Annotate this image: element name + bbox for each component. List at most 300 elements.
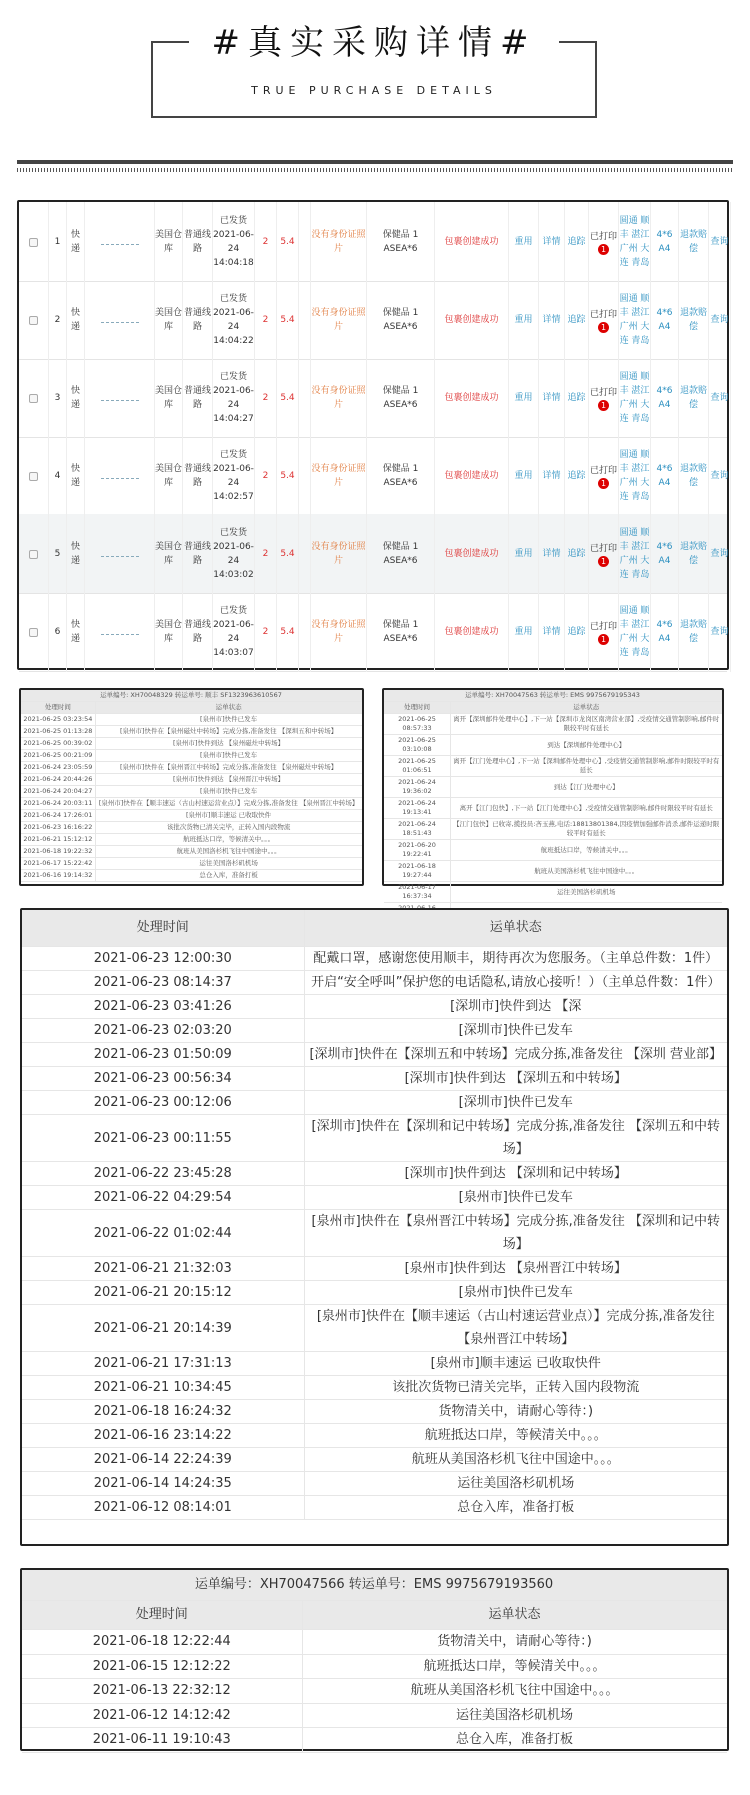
weight: 5.4	[277, 280, 299, 360]
courier-list[interactable]: 圆通 顺丰 湛江 广州 大连 青岛	[619, 358, 651, 438]
row-time: 2021-06-18 12:22:44	[22, 1630, 302, 1655]
tracking-caption: 运单编号：XH70047566 转运单号：EMS 9975679193560	[22, 1570, 727, 1601]
row-time: 2021-06-23 00:56:34	[22, 1067, 304, 1091]
row-time: 2021-06-14 14:24:35	[22, 1472, 304, 1496]
row-time: 2021-06-22 01:02:44	[22, 1210, 304, 1257]
row-time: 2021-06-21 20:15:12	[22, 1281, 304, 1305]
row-number: 5	[49, 514, 67, 594]
masked-text	[101, 629, 139, 635]
refund-link[interactable]: 退款赔偿	[679, 592, 709, 672]
col-status: 运单状态	[450, 702, 721, 714]
checkbox[interactable]	[29, 628, 38, 637]
row-time: 2021-06-16 19:14:32	[21, 870, 95, 882]
col-time: 处理时间	[22, 1601, 302, 1630]
masked-text	[101, 473, 139, 479]
refund-link[interactable]: 退款赔偿	[679, 358, 709, 438]
row-time: 2021-06-23 03:41:26	[22, 995, 304, 1019]
row-number: 6	[49, 592, 67, 672]
row-time: 2021-06-24 20:03:11	[21, 798, 95, 810]
dotted-divider	[17, 168, 733, 172]
tracking-caption: 运单编号: XH70047563 转运单号: EMS 9975679195343	[384, 690, 722, 702]
weight: 5.4	[277, 358, 299, 438]
row-status: [泉州市]快件在【泉州晋江中转场】完成分拣,准备发往 【泉州磁灶中转场】	[95, 762, 361, 774]
row-number: 2	[49, 280, 67, 360]
track-link[interactable]: 追踪	[565, 514, 589, 594]
masked-text	[101, 551, 139, 557]
table-row	[22, 995, 727, 1019]
row-time: 2021-06-24 17:26:01	[21, 810, 95, 822]
table-row	[22, 1115, 727, 1162]
row-status: [深圳市]快件到达 【深圳和记中转场】	[304, 1162, 727, 1186]
tracking-number-masked[interactable]	[85, 280, 155, 360]
row-number: 1	[49, 202, 67, 282]
print-count-badge: 1	[598, 634, 609, 645]
table-row	[22, 1630, 727, 1655]
row-status: 航班从美国洛杉机飞往中国途中。。。	[450, 861, 721, 882]
row-time: 2021-06-25 08:57:33	[384, 714, 450, 735]
print-status	[589, 280, 619, 360]
order-row	[19, 436, 727, 516]
detail-link[interactable]: 详情	[539, 280, 565, 360]
flag-mark	[299, 514, 311, 594]
row-status: [泉州市]快件已发车	[304, 1281, 727, 1305]
row-status: [泉州市]快件已发车	[95, 750, 361, 762]
printed-label: 已打印	[589, 543, 617, 554]
printed-label: 已打印	[589, 621, 617, 632]
section-title: #真实采购详情#	[211, 23, 537, 63]
ship-date: 已发货 2021-06-24 14:04:18	[213, 202, 255, 282]
table-row	[21, 750, 362, 762]
row-checkbox[interactable]	[19, 358, 49, 438]
row-status: 该批次货物已清关完毕，正转入国内段物流	[95, 822, 361, 834]
row-status: [泉州市]快件到达 【泉州晋江中转场】	[95, 774, 361, 786]
print-status	[589, 202, 619, 282]
label-size[interactable]: 4*6 A4	[651, 436, 679, 516]
table-row	[22, 1496, 727, 1520]
query-link[interactable]: 查询	[709, 592, 731, 672]
print-count-badge: 1	[598, 322, 609, 333]
detail-link[interactable]: 详情	[539, 592, 565, 672]
label-size[interactable]: 4*6 A4	[651, 592, 679, 672]
courier-list[interactable]: 圆通 顺丰 湛江 广州 大连 青岛	[619, 592, 651, 672]
shipping-type: 快递	[67, 436, 85, 516]
tracking-panel-sf	[19, 688, 364, 886]
table-row	[22, 1679, 727, 1704]
id-warning[interactable]: 没有身份证照片	[311, 280, 367, 360]
product-name: 保健品 1 ASEA*6	[367, 436, 435, 516]
refund-link[interactable]: 退款赔偿	[679, 436, 709, 516]
row-time: 2021-06-24 23:05:59	[21, 762, 95, 774]
row-status: 运往美国洛杉矶机场	[302, 1703, 727, 1728]
flag-mark	[299, 436, 311, 516]
col-status: 运单状态	[95, 702, 361, 714]
ship-date: 已发货 2021-06-24 14:03:02	[213, 514, 255, 594]
row-checkbox[interactable]	[19, 514, 49, 594]
table-row	[22, 1019, 727, 1043]
row-time: 2021-06-12 14:12:42	[22, 1703, 302, 1728]
table-row	[22, 1448, 727, 1472]
shipping-type: 快递	[67, 358, 85, 438]
table-row	[22, 1043, 727, 1067]
detail-link[interactable]: 详情	[539, 436, 565, 516]
row-time: 2021-06-18 16:24:32	[22, 1400, 304, 1424]
track-link[interactable]: 追踪	[565, 202, 589, 282]
row-time: 2021-06-23 00:11:55	[22, 1115, 304, 1162]
warehouse: 美国仓库	[155, 592, 183, 672]
col-time: 处理时间	[22, 910, 304, 947]
row-time: 2021-06-23 16:16:22	[21, 822, 95, 834]
track-link[interactable]: 追踪	[565, 280, 589, 360]
shipping-line: 普通线路	[183, 202, 213, 282]
shipping-type: 快递	[67, 280, 85, 360]
row-status: 【江门包快】已收寄,揽投员:吝玉燕,电话:18813801384,因疫情加强邮件消杀,邮件运递时限较平时有延长	[450, 819, 721, 840]
print-count-badge: 1	[598, 478, 609, 489]
order-row	[19, 514, 727, 594]
row-status: 航班抵达口岸，等候清关中。。。	[304, 1424, 727, 1448]
table-row	[22, 1703, 727, 1728]
ship-date: 已发货 2021-06-24 14:04:27	[213, 358, 255, 438]
table-row	[21, 870, 362, 882]
checkbox[interactable]	[29, 316, 38, 325]
row-status: 运往美国洛杉矶机场	[304, 1472, 727, 1496]
track-link[interactable]: 追踪	[565, 592, 589, 672]
warehouse: 美国仓库	[155, 280, 183, 360]
product-name: 保健品 1 ASEA*6	[367, 358, 435, 438]
checkbox[interactable]	[29, 238, 38, 247]
tracking-number-masked[interactable]	[85, 436, 155, 516]
query-link[interactable]: 查询	[709, 202, 731, 282]
checkbox[interactable]	[29, 394, 38, 403]
table-row	[21, 714, 362, 726]
row-status: 该批次货物已清关完毕，正转入国内段物流	[304, 1376, 727, 1400]
row-time: 2021-06-22 04:29:54	[22, 1186, 304, 1210]
flag-mark	[299, 202, 311, 282]
warehouse: 美国仓库	[155, 436, 183, 516]
printed-label: 已打印	[589, 309, 617, 320]
print-count-badge: 1	[598, 244, 609, 255]
product-name: 保健品 1 ASEA*6	[367, 514, 435, 594]
table-row	[22, 1186, 727, 1210]
tracking-caption: 运单编号: XH70048329 转运单号: 顺丰 SF1323963610567	[21, 690, 362, 702]
row-time: 2021-06-11 19:10:43	[22, 1728, 302, 1753]
row-time: 2021-06-16 23:14:22	[22, 1424, 304, 1448]
row-time: 2021-06-21 21:32:03	[22, 1257, 304, 1281]
shipping-line: 普通线路	[183, 436, 213, 516]
id-warning[interactable]: 没有身份证照片	[311, 592, 367, 672]
row-time: 2021-06-25 00:21:09	[21, 750, 95, 762]
product-name: 保健品 1 ASEA*6	[367, 592, 435, 672]
weight: 5.4	[277, 436, 299, 516]
row-time: 2021-06-17 16:37:34	[384, 882, 450, 903]
order-row	[19, 280, 727, 360]
query-link[interactable]: 查询	[709, 514, 731, 594]
print-status	[589, 436, 619, 516]
ship-date: 已发货 2021-06-24 14:04:22	[213, 280, 255, 360]
weight: 5.4	[277, 202, 299, 282]
row-time: 2021-06-22 23:45:28	[22, 1162, 304, 1186]
refund-link[interactable]: 退款赔偿	[679, 280, 709, 360]
product-name: 保健品 1 ASEA*6	[367, 202, 435, 282]
table-row	[21, 738, 362, 750]
table-row	[21, 810, 362, 822]
table-row	[384, 714, 722, 735]
checkbox[interactable]	[29, 550, 38, 559]
shipping-line: 普通线路	[183, 514, 213, 594]
row-time: 2021-06-17 15:22:42	[21, 858, 95, 870]
row-status: [泉州市]快件到达 【泉州晋江中转场】	[304, 1257, 727, 1281]
order-row	[19, 202, 727, 282]
row-time: 2021-06-23 01:50:09	[22, 1043, 304, 1067]
row-status: 运往美国洛杉矶机场	[450, 882, 721, 903]
tracking-number-masked[interactable]	[85, 202, 155, 282]
table-row	[21, 786, 362, 798]
table-row	[22, 1728, 727, 1753]
row-status: 配戴口罩，感谢您使用顺丰，期待再次为您服务。（主单总件数：1件）	[304, 947, 727, 971]
table-row	[22, 971, 727, 995]
table-row	[21, 858, 362, 870]
print-count-badge: 1	[598, 556, 609, 567]
track-link[interactable]: 追踪	[565, 358, 589, 438]
col-status: 运单状态	[304, 910, 727, 947]
table-row	[21, 762, 362, 774]
warehouse: 美国仓库	[155, 202, 183, 282]
printed-label: 已打印	[589, 231, 617, 242]
detail-link[interactable]: 详情	[539, 514, 565, 594]
row-status: 航班抵达口岸，等候清关中。。。	[450, 840, 721, 861]
row-time: 2021-06-18 19:27:44	[384, 861, 450, 882]
row-status: [深圳市]快件在【深圳和记中转场】完成分拣,准备发往 【深圳五和中转场】	[304, 1115, 727, 1162]
label-size[interactable]: 4*6 A4	[651, 202, 679, 282]
table-row	[22, 1400, 727, 1424]
table-row	[21, 822, 362, 834]
row-status: [深圳市]快件在【深圳五和中转场】完成分拣,准备发往 【深圳 营业部】	[304, 1043, 727, 1067]
table-row	[22, 1162, 727, 1186]
table-row	[21, 774, 362, 786]
row-status: [泉州市]快件在【泉州晋江中转场】完成分拣,准备发往 【深圳和记中转场】	[304, 1210, 727, 1257]
row-time: 2021-06-24 18:51:43	[384, 819, 450, 840]
row-status: [深圳市]快件已发车	[304, 1091, 727, 1115]
table-row	[22, 1210, 727, 1257]
warehouse: 美国仓库	[155, 514, 183, 594]
table-row	[22, 1305, 727, 1352]
row-time: 2021-06-25 03:10:08	[384, 735, 450, 756]
id-warning[interactable]: 没有身份证照片	[311, 514, 367, 594]
quantity: 2	[255, 202, 277, 282]
row-status: 航班从美国洛杉机飞往中国途中。。。	[95, 846, 361, 858]
print-status	[589, 358, 619, 438]
table-row	[21, 846, 362, 858]
printed-label: 已打印	[589, 387, 617, 398]
reuse-link[interactable]: 重用	[509, 202, 539, 282]
ship-date: 已发货 2021-06-24 14:03:07	[213, 592, 255, 672]
shipping-line: 普通线路	[183, 280, 213, 360]
table-row	[22, 1376, 727, 1400]
row-time: 2021-06-25 01:06:51	[384, 756, 450, 777]
section-subtitle: TRUE PURCHASE DETAILS	[251, 84, 497, 97]
row-time: 2021-06-24 20:44:26	[21, 774, 95, 786]
product-name: 保健品 1 ASEA*6	[367, 280, 435, 360]
reuse-link[interactable]: 重用	[509, 358, 539, 438]
row-status: 开启“安全呼叫”保护您的电话隐私,请放心接听！）（主单总件数：1件）	[304, 971, 727, 995]
table-row	[384, 798, 722, 819]
checkbox[interactable]	[29, 472, 38, 481]
row-status: 航班抵达口岸，等候清关中。。。	[302, 1654, 727, 1679]
row-time: 2021-06-21 20:14:39	[22, 1305, 304, 1352]
masked-text	[101, 239, 139, 245]
row-status: 总仓入库，准备打板	[302, 1728, 727, 1753]
divider	[17, 160, 733, 164]
id-warning[interactable]: 没有身份证照片	[311, 202, 367, 282]
flag-mark	[299, 280, 311, 360]
row-status: [泉州市]顺丰速运 已收取快件	[304, 1352, 727, 1376]
row-time: 2021-06-24 20:04:27	[21, 786, 95, 798]
row-time: 2021-06-23 00:12:06	[22, 1091, 304, 1115]
table-row	[384, 819, 722, 840]
reuse-link[interactable]: 重用	[509, 280, 539, 360]
table-row	[384, 861, 722, 882]
weight: 5.4	[277, 514, 299, 594]
row-checkbox[interactable]	[19, 592, 49, 672]
row-status: [深圳市]快件到达 【深	[304, 995, 727, 1019]
row-status: [泉州市]快件已发车	[95, 786, 361, 798]
reuse-link[interactable]: 重用	[509, 436, 539, 516]
table-row	[22, 1257, 727, 1281]
print-count-badge: 1	[598, 400, 609, 411]
row-status: [泉州市]快件在【顺丰速运（古山村速运营业点）】完成分拣,准备发往 【泉州晋江中转场】	[95, 798, 361, 810]
row-status: 航班从美国洛杉机飞往中国途中。。。	[304, 1448, 727, 1472]
flag-mark	[299, 592, 311, 672]
label-size[interactable]: 4*6 A4	[651, 358, 679, 438]
row-status: 离开【江门包快】,下一站【江门处理中心】,受疫情交通管制影响,邮件时限较平时有延长	[450, 798, 721, 819]
row-status: 航班抵达口岸，等候清关中。。。	[95, 834, 361, 846]
refund-link[interactable]: 退款赔偿	[679, 202, 709, 282]
shipping-line: 普通线路	[183, 358, 213, 438]
row-time: 2021-06-13 22:32:12	[22, 1679, 302, 1704]
table-row	[384, 840, 722, 861]
masked-text	[101, 395, 139, 401]
row-status: 总仓入库，准备打板	[95, 870, 361, 882]
printed-label: 已打印	[589, 465, 617, 476]
track-link[interactable]: 追踪	[565, 436, 589, 516]
row-status: [深圳市]快件已发车	[304, 1019, 727, 1043]
row-status: [泉州市]快件到达 【泉州磁灶中转场】	[95, 738, 361, 750]
row-time: 2021-06-23 02:03:20	[22, 1019, 304, 1043]
quantity: 2	[255, 358, 277, 438]
row-status: 到达【深圳邮件处理中心】	[450, 735, 721, 756]
create-result: 包裹创建成功	[435, 358, 509, 438]
row-time: 2021-06-15 12:12:22	[22, 1654, 302, 1679]
print-status	[589, 514, 619, 594]
row-status: [泉州市]快件已发车	[304, 1186, 727, 1210]
detail-link[interactable]: 详情	[539, 202, 565, 282]
table-row	[21, 834, 362, 846]
order-row	[19, 358, 727, 438]
orders-table	[17, 200, 729, 670]
row-time: 2021-06-12 08:14:01	[22, 1496, 304, 1520]
row-checkbox[interactable]	[19, 280, 49, 360]
reuse-link[interactable]: 重用	[509, 592, 539, 672]
order-row	[19, 592, 727, 672]
query-link[interactable]: 查询	[709, 358, 731, 438]
masked-text	[101, 317, 139, 323]
quantity: 2	[255, 436, 277, 516]
query-link[interactable]: 查询	[709, 436, 731, 516]
courier-list[interactable]: 圆通 顺丰 湛江 广州 大连 青岛	[619, 436, 651, 516]
row-checkbox[interactable]	[19, 436, 49, 516]
row-time: 2021-06-21 10:34:45	[22, 1376, 304, 1400]
warehouse: 美国仓库	[155, 358, 183, 438]
row-time: 2021-06-18 19:22:32	[21, 846, 95, 858]
tracking-table-bottom	[20, 1568, 729, 1751]
row-status: [深圳市]快件到达 【深圳五和中转场】	[304, 1067, 727, 1091]
table-row	[22, 1067, 727, 1091]
quantity: 2	[255, 514, 277, 594]
refund-link[interactable]: 退款赔偿	[679, 514, 709, 594]
row-status: 运往美国洛杉矶机场	[95, 858, 361, 870]
row-time: 2021-06-20 19:22:41	[384, 840, 450, 861]
row-status: [泉州市]顺丰速运 已收取快件	[95, 810, 361, 822]
tracking-number-masked[interactable]	[85, 592, 155, 672]
shipping-type: 快递	[67, 514, 85, 594]
ship-date: 已发货 2021-06-24 14:02:57	[213, 436, 255, 516]
col-time: 处理时间	[384, 702, 450, 714]
row-time: 2021-06-23 08:14:37	[22, 971, 304, 995]
label-size[interactable]: 4*6 A4	[651, 280, 679, 360]
quantity: 2	[255, 592, 277, 672]
flag-mark	[299, 358, 311, 438]
row-time: 2021-06-21 17:31:13	[22, 1352, 304, 1376]
row-status: 航班从美国洛杉机飞往中国途中。。。	[302, 1679, 727, 1704]
id-warning[interactable]: 没有身份证照片	[311, 358, 367, 438]
courier-list[interactable]: 圆通 顺丰 湛江 广州 大连 青岛	[619, 280, 651, 360]
shipping-type: 快递	[67, 202, 85, 282]
row-status: [泉州市]快件已发车	[95, 714, 361, 726]
reuse-link[interactable]: 重用	[509, 514, 539, 594]
table-row	[384, 882, 722, 903]
table-row	[22, 947, 727, 971]
tracking-number-masked[interactable]	[85, 514, 155, 594]
table-row	[22, 1472, 727, 1496]
tracking-number-masked[interactable]	[85, 358, 155, 438]
id-warning[interactable]: 没有身份证照片	[311, 436, 367, 516]
section-header	[151, 23, 597, 118]
shipping-type: 快递	[67, 592, 85, 672]
row-status: [泉州市]快件在【顺丰速运（古山村速运营业点）】完成分拣,准备发往 【泉州晋江中转场】	[304, 1305, 727, 1352]
row-status: 货物清关中，请耐心等待：)	[304, 1400, 727, 1424]
row-status: [泉州市]快件在【泉州磁灶中转场】完成分拣,准备发往 【深圳五和中转场】	[95, 726, 361, 738]
table-row	[21, 726, 362, 738]
query-link[interactable]: 查询	[709, 280, 731, 360]
create-result: 包裹创建成功	[435, 436, 509, 516]
table-row	[22, 1281, 727, 1305]
row-number: 3	[49, 358, 67, 438]
col-status: 运单状态	[302, 1601, 727, 1630]
shipping-line: 普通线路	[183, 592, 213, 672]
detail-link[interactable]: 详情	[539, 358, 565, 438]
table-row	[22, 1091, 727, 1115]
courier-list[interactable]: 圆通 顺丰 湛江 广州 大连 青岛	[619, 514, 651, 594]
row-number: 4	[49, 436, 67, 516]
create-result: 包裹创建成功	[435, 514, 509, 594]
courier-list[interactable]: 圆通 顺丰 湛江 广州 大连 青岛	[619, 202, 651, 282]
label-size[interactable]: 4*6 A4	[651, 514, 679, 594]
row-status: 到达【江门处理中心】	[450, 777, 721, 798]
row-time: 2021-06-25 01:13:28	[21, 726, 95, 738]
row-status: 货物清关中，请耐心等待：)	[302, 1630, 727, 1655]
row-checkbox[interactable]	[19, 202, 49, 282]
table-row	[384, 756, 722, 777]
row-status: 离开【江门处理中心】,下一站【深圳邮件处理中心】,受疫情交通管制影响,邮件时限较平时有延长	[450, 756, 721, 777]
